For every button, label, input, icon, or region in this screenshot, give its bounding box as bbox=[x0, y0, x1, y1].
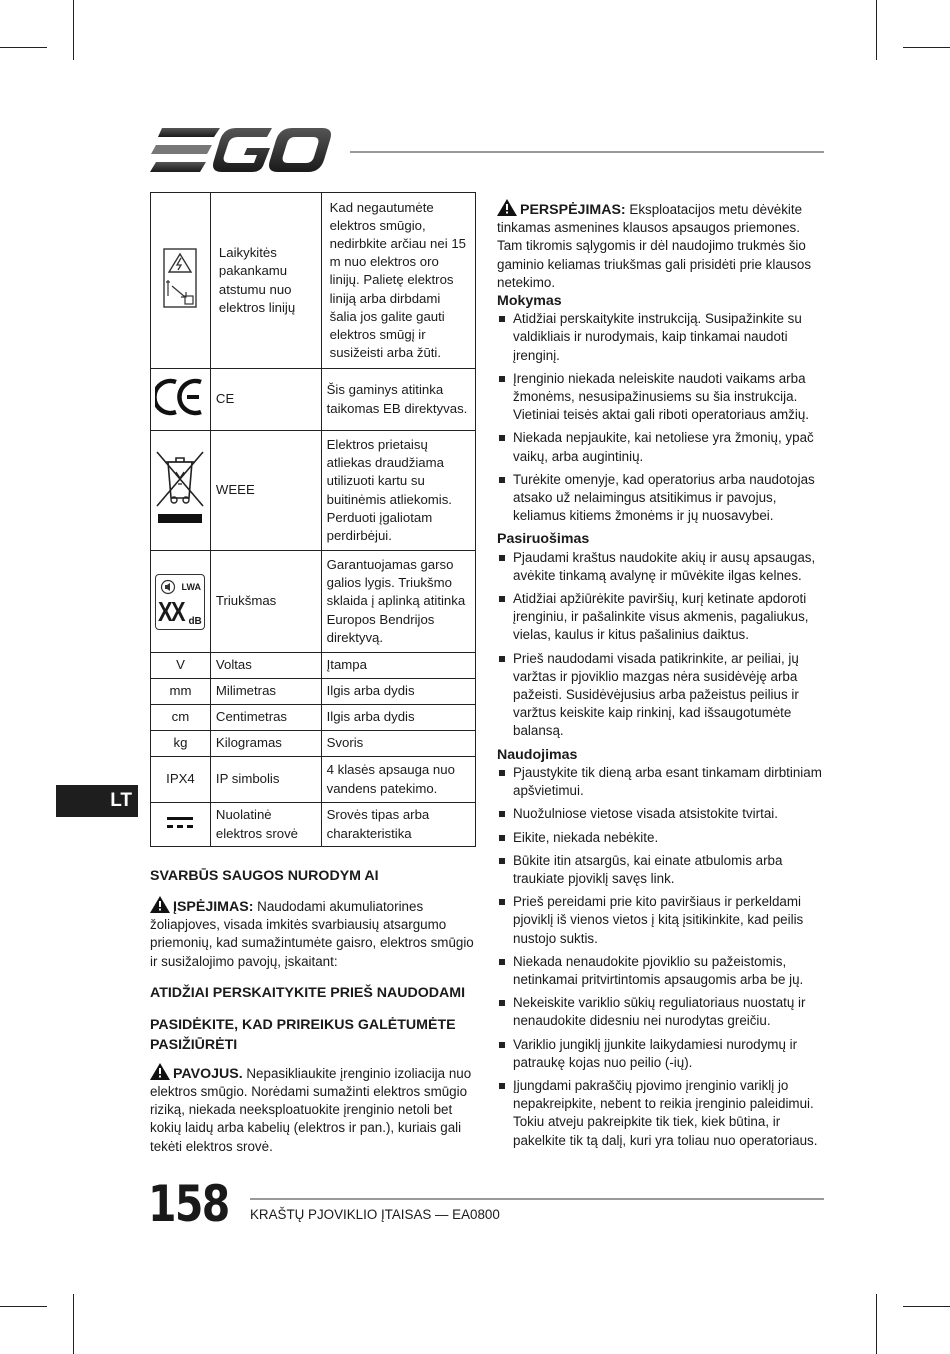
symbol-description: Garantuojamas garso galios lygis. Triukšmo sklaida į aplinką atitinka Europos Bendrijos direktyvą. bbox=[321, 551, 475, 653]
list-item: Pjaudami kraštus naudokite akių ir ausų apsaugas, avėkite tinkamą avalynę ir mūvėkite ilgas kelnes. bbox=[497, 549, 825, 585]
crop-mark bbox=[876, 1294, 877, 1354]
warning-keyword: ĮSPĖJIMAS: bbox=[173, 899, 254, 915]
sound-icon bbox=[160, 579, 176, 595]
danger-keyword: PAVOJUS. bbox=[173, 1065, 243, 1082]
table-row bbox=[151, 731, 476, 757]
symbol-cell: kg bbox=[151, 731, 211, 757]
symbol-cell bbox=[151, 193, 211, 369]
list-item: Prieš naudodami visada patikrinkite, ar peiliai, jų varžtas ir pjoviklio mazgas nėra susidėvėję arba pažeisti. Susidėvėjusius arba pažeistus peilius ir varžtus keiskite kaip rinkinį, kad išsaugotumėte balansą. bbox=[497, 650, 825, 741]
read-before-use-heading: ATIDŽIAI PERSKAITYKITE PRIEŠ NAUDODAMI bbox=[150, 984, 466, 1001]
symbol-name: Triukšmas bbox=[210, 551, 321, 653]
crop-mark bbox=[903, 47, 950, 48]
list-item: Nuožulniose vietose visada atsistokite tvirtai. bbox=[497, 805, 825, 823]
section-title-preparation: Pasiruošimas bbox=[497, 531, 590, 548]
list-item: Niekada nepjaukite, kai netoliese yra žmonių, ypač vaikų, arba augintinių. bbox=[497, 429, 825, 465]
safety-title: SVARBŪS SAUGOS NURODYM AI bbox=[150, 868, 379, 884]
caution-paragraph bbox=[497, 199, 825, 292]
noise-level-icon bbox=[155, 574, 205, 630]
power-line-warning-icon bbox=[163, 248, 197, 308]
symbol-description: Elektros prietaisų atliekas draudžiama utilizuoti kartu su buitinėmis atliekomis. Perduoti įgaliotam perdirbėjui. bbox=[321, 431, 475, 551]
table-row bbox=[151, 369, 476, 431]
crop-mark bbox=[73, 0, 74, 60]
symbol-description: Ilgis arba dydis bbox=[321, 679, 475, 705]
symbol-cell: V bbox=[151, 653, 211, 679]
table-row bbox=[151, 431, 476, 551]
symbol-name: IP simbolis bbox=[210, 757, 321, 803]
list-item: Atidžiai apžiūrėkite paviršių, kurį ketinate apdoroti įrenginiu, ir pašalinkite visus akmenis, pagaliukus, vielas, kaulus ir kitus pašalinius daiktus. bbox=[497, 590, 825, 645]
list-item: Prieš pereidami prie kito paviršiaus ir perkeldami pjoviklį iš vienos vietos į kitą įsitikinkite, kad peilis nustojo suktis. bbox=[497, 893, 825, 948]
warning-triangle-icon bbox=[150, 896, 170, 913]
list-item: Įjungdami pakraščių pjovimo įrenginio variklį jo nepakreipkite, nebent to reikia įrenginio paleidimui. Tokiu atveju pakreipkite tik tiek, kiek būtina, ir pakelkite tik tą dalį, kuri yra toliau nuo operatoriaus. bbox=[497, 1077, 825, 1150]
symbol-name: CE bbox=[210, 369, 321, 431]
footer-title: KRAŠTŲ PJOVIKLIO ĮTAISAS — EA0800 bbox=[250, 1207, 500, 1222]
language-tab: LT bbox=[56, 785, 138, 817]
danger-text: Nepasikliaukite įrenginio izoliacija nuo elektros smūgio. Norėdami sumažinti elektros smūgio riziką, niekada neeksploatuokite įrenginio netoli bet kokių laidų arba kabelių (elektros ir pan.), kuriais gali tekėti elektros srovė. bbox=[150, 1065, 472, 1154]
crop-mark bbox=[73, 1294, 74, 1354]
symbol-description: Ilgis arba dydis bbox=[321, 705, 475, 731]
keep-for-reference-heading: PASIDĖKITE, KAD PRIREIKUS GALĖTUMĖTE PASIŽIŪRĖTI bbox=[150, 1016, 456, 1053]
symbol-name: Milimetras bbox=[210, 679, 321, 705]
list-item: Atidžiai perskaitykite instrukciją. Susipažinkite su valdikliais ir nurodymais, kaip tinkamai naudoti įrenginį. bbox=[497, 310, 825, 365]
page-number: 158 bbox=[148, 1175, 229, 1233]
symbol-cell bbox=[151, 803, 211, 847]
symbol-cell: IPX4 bbox=[151, 757, 211, 803]
section-title-training: Mokymas bbox=[497, 293, 562, 310]
symbols-table bbox=[150, 192, 476, 847]
list-item: Niekada nenaudokite pjoviklio su pažeistomis, netinkamai pritvirtintomis apsaugomis arba be jų. bbox=[497, 953, 825, 989]
preparation-list bbox=[497, 549, 825, 741]
list-item: Įrenginio niekada neleiskite naudoti vaikams arba žmonėms, nesusipažinusiems su šia instrukcija. Vietiniai teisės aktai gali riboti operatoriaus amžių. bbox=[497, 370, 825, 425]
symbol-name: Voltas bbox=[210, 653, 321, 679]
caution-triangle-icon bbox=[497, 199, 517, 216]
list-item: Turėkite omenyje, kad operatorius arba naudotojas atsako už nelaimingus atsitikimus ir pavojus, keliamus kitiems žmonėms ir jų nuosavybei. bbox=[497, 471, 825, 526]
noise-value-placeholder: XX bbox=[158, 595, 185, 627]
symbol-description: Šis gaminys atitinka taikomas EB direktyvas. bbox=[321, 369, 475, 431]
section-title-operation: Naudojimas bbox=[497, 746, 578, 763]
symbol-name: Nuolatinė elektros srovė bbox=[210, 803, 321, 847]
crop-mark bbox=[0, 1306, 47, 1307]
symbol-name: Laikykitės pakankamu atstumu nuo elektros linijų bbox=[210, 193, 321, 369]
left-column bbox=[150, 866, 478, 1156]
table-row bbox=[151, 679, 476, 705]
training-list bbox=[497, 310, 825, 525]
danger-paragraph bbox=[150, 1063, 478, 1156]
list-item: Eikite, niekada nebėkite. bbox=[497, 829, 825, 847]
list-item: Nekeiskite variklio sūkių reguliatoriaus nuostatų ir nenaudokite didesniu nei nurodytas greičiu. bbox=[497, 994, 825, 1030]
weee-crossed-bin-icon bbox=[154, 450, 206, 526]
symbol-name: WEEE bbox=[210, 431, 321, 551]
danger-triangle-icon bbox=[150, 1063, 170, 1080]
warning-text: Naudodami akumuliatorines žoliapjoves, visada imkitės svarbiausių atsargumo priemonių, kad sumažintumėte gaisro, elektros smūgio ir susižalojimo pavojų, įskaitant: bbox=[150, 899, 474, 969]
warning-paragraph bbox=[150, 896, 478, 971]
symbol-name: Kilogramas bbox=[210, 731, 321, 757]
symbol-cell bbox=[151, 431, 211, 551]
logo-text: EGO bbox=[150, 128, 153, 129]
caution-keyword: PERSPĖJIMAS: bbox=[520, 202, 626, 218]
list-item: Pjaustykite tik dieną arba esant tinkamam dirbtiniam apšvietimui. bbox=[497, 764, 825, 800]
list-item: Būkite itin atsargūs, kai einate atbulomis arba traukiate pjoviklį savęs link. bbox=[497, 852, 825, 888]
symbol-description: Kad negautumėte elektros smūgio, nedirbkite arčiau nei 15 m nuo elektros oro linijų. Palietę elektros liniją arba dirbdami šalia jos galite gauti elektros smūgį ir susižeisti arba žūti. bbox=[321, 193, 475, 369]
symbol-cell bbox=[151, 551, 211, 653]
symbol-cell bbox=[151, 369, 211, 431]
ce-mark-icon bbox=[155, 378, 205, 416]
symbol-description: Srovės tipas arba charakteristika bbox=[321, 803, 475, 847]
noise-lwa-label: LWA bbox=[181, 581, 201, 592]
symbol-description: Svoris bbox=[321, 731, 475, 757]
symbol-cell: cm bbox=[151, 705, 211, 731]
caution-text: Eksploatacijos metu dėvėkite tinkamas asmenines klausos apsaugos priemones. Tam tikromis sąlygomis ir dėl naudojimo trukmės šio gaminio keliamas triukšmas gali prisidėti prie klausos netekimo. bbox=[497, 202, 812, 290]
footer-rule bbox=[250, 1198, 824, 1200]
table-row bbox=[151, 193, 476, 369]
crop-mark bbox=[0, 47, 47, 48]
operation-list bbox=[497, 764, 825, 1150]
symbol-name: Centimetras bbox=[210, 705, 321, 731]
symbol-description: 4 klasės apsauga nuo vandens patekimo. bbox=[321, 757, 475, 803]
noise-unit-label: dB bbox=[188, 615, 202, 627]
list-item: Variklio jungiklį įjunkite laikydamiesi nurodymų ir patraukę kojas nuo peilio (-ių). bbox=[497, 1036, 825, 1072]
symbol-cell: mm bbox=[151, 679, 211, 705]
crop-mark bbox=[876, 0, 877, 60]
table-row bbox=[151, 653, 476, 679]
table-row bbox=[151, 803, 476, 847]
right-column bbox=[497, 199, 825, 1155]
crop-mark bbox=[903, 1306, 950, 1307]
direct-current-icon bbox=[167, 815, 193, 829]
symbol-description: Įtampa bbox=[321, 653, 475, 679]
header-rule bbox=[350, 151, 824, 153]
table-row bbox=[151, 705, 476, 731]
table-row bbox=[151, 757, 476, 803]
ego-logo bbox=[150, 128, 332, 172]
table-row bbox=[151, 551, 476, 653]
